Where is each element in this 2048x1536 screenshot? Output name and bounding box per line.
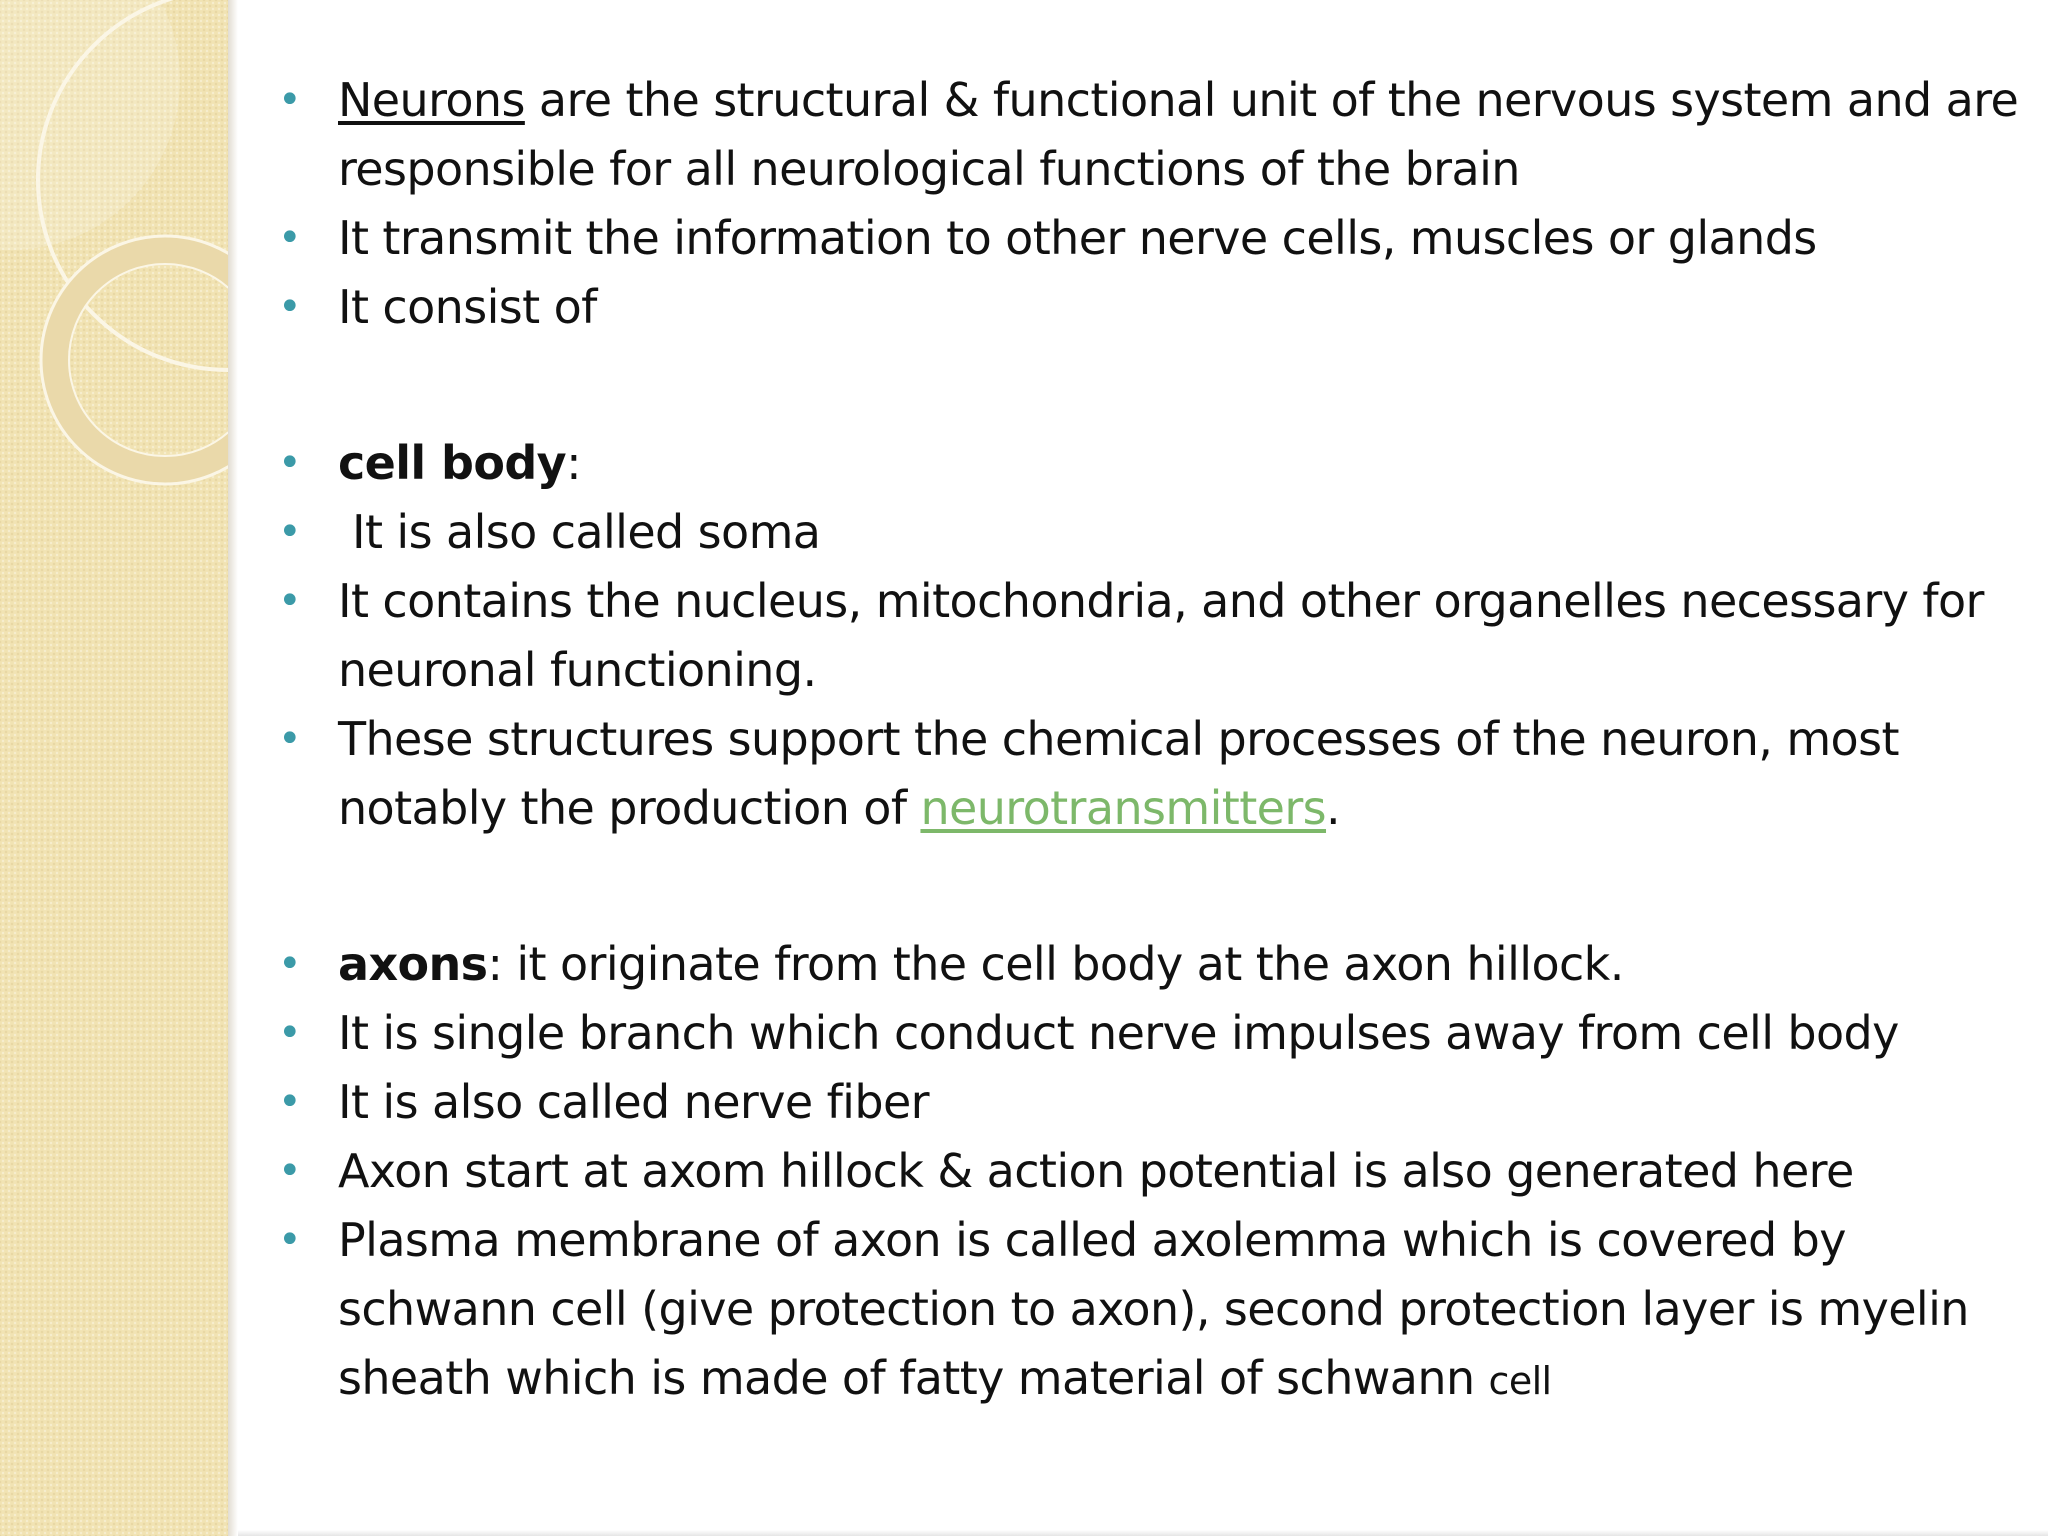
bullet-dot-icon: • bbox=[278, 284, 301, 330]
item-text-after: . bbox=[1326, 781, 1341, 835]
list-item-structures bbox=[270, 705, 2030, 843]
list-item-single-branch bbox=[270, 999, 2030, 1068]
bullet-dot-icon: • bbox=[278, 215, 301, 261]
bottom-edge-shadow bbox=[238, 1530, 2048, 1536]
item-text: It is single branch which conduct nerve impulses away from cell body bbox=[338, 1006, 1899, 1060]
bullet-dot-icon: • bbox=[278, 440, 301, 486]
item-text: It is also called soma bbox=[352, 505, 821, 559]
item-text: It is also called nerve fiber bbox=[338, 1075, 929, 1129]
list-item-transmit bbox=[270, 204, 2030, 273]
item-text: It transmit the information to other nerve cells, muscles or glands bbox=[338, 211, 1817, 265]
list-item-cell-body bbox=[270, 429, 2030, 498]
bullet-dot-icon: • bbox=[278, 578, 301, 624]
bullet-dot-icon: • bbox=[278, 1010, 301, 1056]
bullet-dot-icon: • bbox=[278, 716, 301, 762]
item-text: : it originate from the cell body at the axon hillock. bbox=[487, 937, 1624, 991]
item-text: It contains the nucleus, mitochondria, and other organelles necessary for neuronal functioning. bbox=[338, 574, 1984, 697]
item-text: are the structural & functional unit of the nervous system and are responsible for all neurological functions of the brain bbox=[338, 73, 2019, 196]
list-item-nerve-fiber bbox=[270, 1068, 2030, 1137]
item-text: Axon start at axom hillock & action potential is also generated here bbox=[338, 1144, 1854, 1198]
list-item-axons bbox=[270, 930, 2030, 999]
item-text: : bbox=[566, 436, 581, 490]
list-item-plasma-membrane bbox=[270, 1206, 2030, 1416]
link-neurotransmitters[interactable]: neurotransmitters bbox=[920, 781, 1327, 835]
list-item-consist bbox=[270, 273, 2030, 342]
bullet-dot-icon: • bbox=[278, 941, 301, 987]
ring-decoration-icon bbox=[0, 0, 228, 520]
term-neurons: Neurons bbox=[338, 73, 525, 127]
term-cell-body: cell body bbox=[338, 436, 567, 490]
bullet-dot-icon: • bbox=[278, 1148, 301, 1194]
bullet-dot-icon: • bbox=[278, 1079, 301, 1125]
left-decorative-panel bbox=[0, 0, 228, 1536]
item-text: It consist of bbox=[338, 280, 597, 334]
bullet-list bbox=[270, 66, 2030, 1416]
bullet-dot-icon: • bbox=[278, 77, 301, 123]
item-text: These structures support the chemical processes of the neuron, most notably the production of bbox=[338, 712, 1899, 835]
list-item-axon-start bbox=[270, 1137, 2030, 1206]
bullet-dot-icon: • bbox=[278, 1217, 301, 1263]
list-item-neurons bbox=[270, 66, 2030, 204]
list-item-soma bbox=[270, 498, 2030, 567]
bullet-dot-icon: • bbox=[278, 509, 301, 555]
panel-edge-shadow bbox=[228, 0, 238, 1536]
term-axons: axons bbox=[338, 937, 488, 991]
item-text: Plasma membrane of axon is called axolemma which is covered by schwann cell (give protection to axon), second protection layer is myelin sheath which is made of fatty material of schwann bbox=[338, 1213, 1969, 1405]
item-text-small: cell bbox=[1488, 1359, 1552, 1403]
list-item-contains bbox=[270, 567, 2030, 705]
